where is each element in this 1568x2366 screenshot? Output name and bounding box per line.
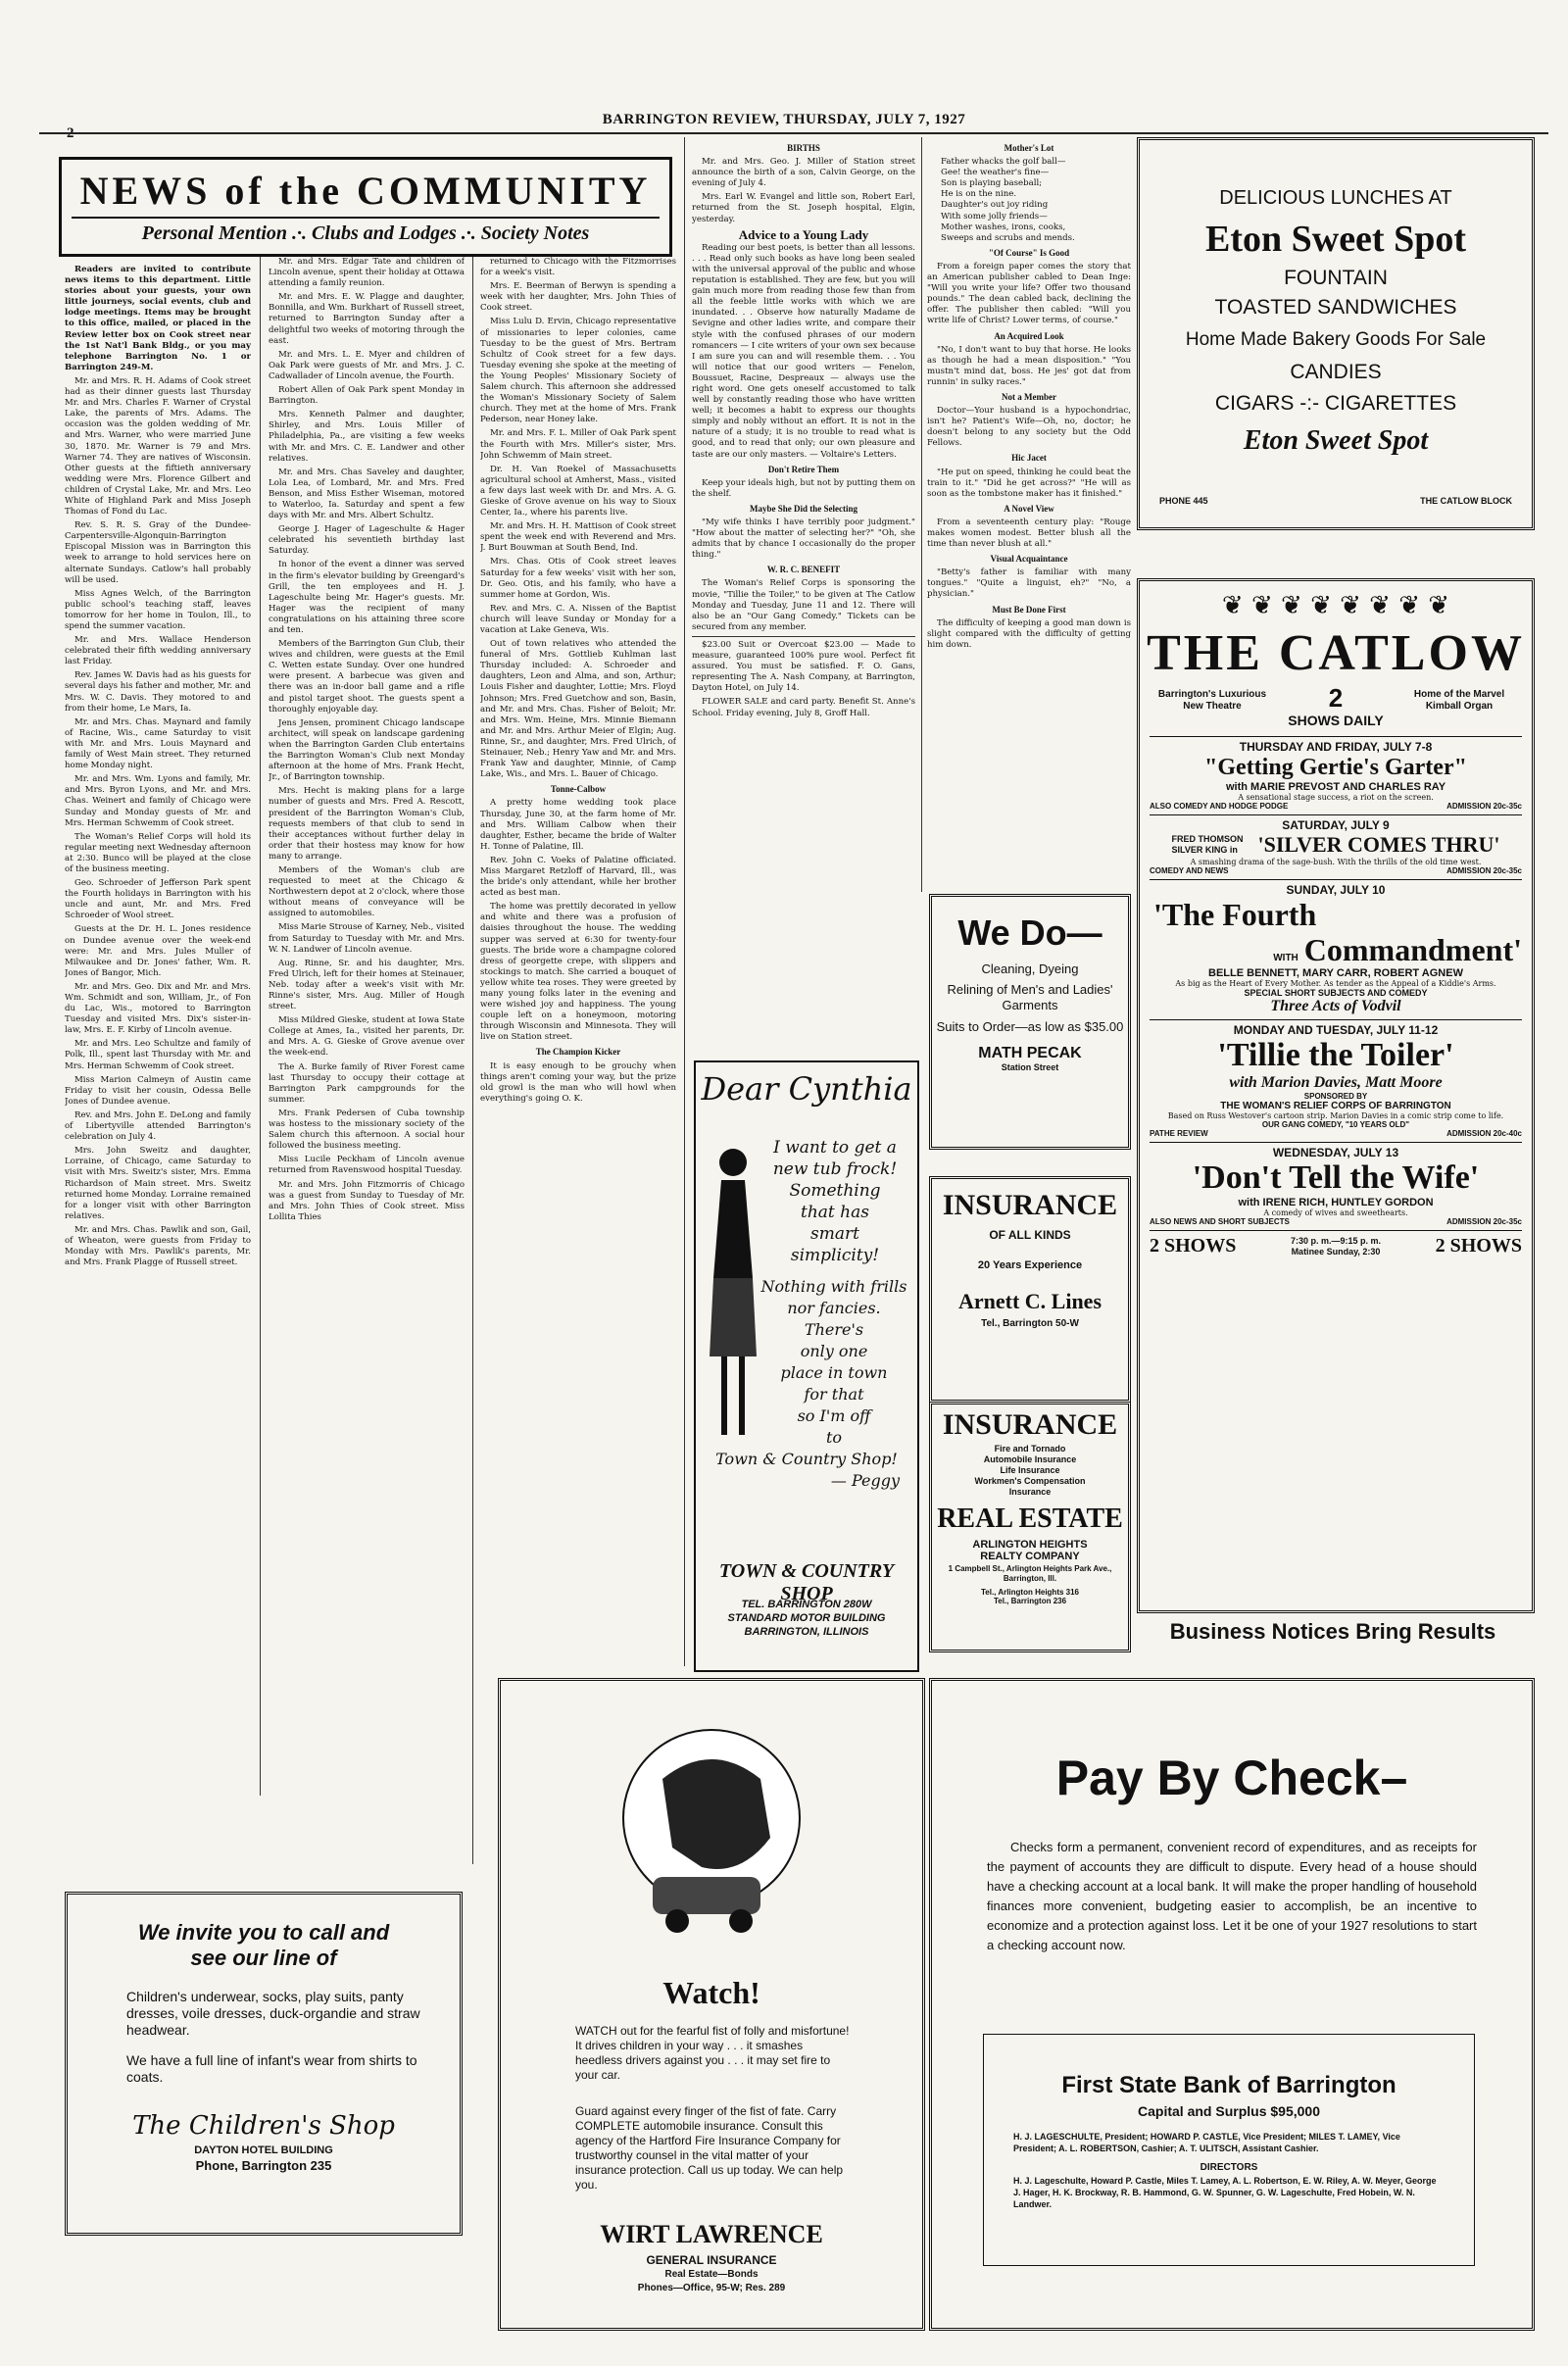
news-item: Miss Marie Strouse of Karney, Neb., visited from Saturday to Tuesday with Mr. and Mrs. W. N. Landwer of Lincoln avenue. — [269, 922, 465, 955]
wedo-ad — [929, 894, 1131, 1150]
show-title: 'The Fourth — [1153, 897, 1317, 932]
retire-heading: Don't Retire Them — [767, 464, 840, 474]
suit-ad: $23.00 Suit or Overcoat $23.00 — Made to measure, guaranteed 100% pure wool. Perfect fit assured. You must be satisfied. F. O. Gans, representing The A. Nash Company, at Barrington, Dayton Hotel, on July 14. — [692, 636, 915, 694]
insurance-title: INSURANCE — [942, 1408, 1118, 1441]
realty-name: ARLINGTON HEIGHTS — [972, 1539, 1088, 1551]
novel-heading: A Novel View — [1004, 503, 1054, 514]
insurance-ad-lines — [929, 1176, 1131, 1403]
show-extra: COMEDY AND NEWS — [1150, 866, 1229, 875]
shop-building: STANDARD MOTOR BUILDING — [727, 1612, 886, 1624]
insurance-sub: OF ALL KINDS — [989, 1228, 1071, 1242]
watch-body: WATCH out for the fearful fist of folly and misfortune! It drives children in your way . . . it smashes heedless drivers against you . . . it may set fire to your car. — [575, 2024, 850, 2082]
column-rule — [260, 257, 261, 1796]
wrc-item: The Woman's Relief Corps is sponsoring the movie, "Tillie the Toiler," to be given at The Catlow Monday and Tuesday, June 11 and 12. There will also be an "Our Gang Comedy." Tickets can be secured from any member. — [692, 578, 915, 632]
show-title: 'Tillie the Toiler' — [1217, 1037, 1454, 1073]
news-item: Mr. and Mrs. Edgar Tate and children of Lincoln avenue, spent their holiday at Ottawa attending a family reunion. — [269, 257, 465, 289]
page-header: BARRINGTON REVIEW, THURSDAY, JULY 7, 1927 — [602, 112, 966, 127]
shop-city: BARRINGTON, ILLINOIS — [744, 1626, 869, 1638]
community-banner — [59, 157, 672, 257]
show-cast: with MARIE PREVOST AND CHARLES RAY — [1225, 781, 1446, 793]
news-item: Mrs. E. Beerman of Berwyn is spending a week with her daughter, Mrs. John Thies of Cook street. — [480, 281, 676, 314]
bank-ad — [929, 1678, 1535, 2331]
header-rule — [39, 132, 1548, 134]
news-item: Guests at the Dr. H. L. Jones residence on Dundee avenue over the week-end were: Mr. and Mrs. Jules Muller of Milwaukee and Dr. Jones' father, Wm. R. Jones of Bangor, Mich. — [65, 924, 251, 978]
realty-phone: Tel., Barrington 236 — [993, 1597, 1067, 1605]
insurance-line: Workmen's Compensation — [974, 1476, 1086, 1486]
eton-line: Home Made Bakery Goods For Sale — [1185, 329, 1487, 350]
cynthia-line: nor fancies. There's — [787, 1299, 881, 1339]
cynthia-line: Town & Country Shop! — [715, 1450, 898, 1468]
insurance-ad-realty — [929, 1402, 1131, 1652]
first-item: The difficulty of keeping a good man down is slight compared with the difficulty of getting him down. — [927, 617, 1131, 650]
news-item: Mrs. Frank Pedersen of Cuba township was hostess to the missionary society of the Salem church this afternoon. A social hour followed the business meeting. — [269, 1108, 465, 1152]
news-column-5 — [927, 139, 1131, 884]
show-blurb: A smashing drama of the sage-bush. With the thrills of the old time west. — [1190, 858, 1482, 866]
two-shows: 2 SHOWS — [1150, 1235, 1237, 1257]
news-column-3 — [480, 257, 676, 1668]
realty-name: REALTY COMPANY — [980, 1551, 1080, 1562]
news-item: The A. Burke family of River Forest came last Thursday to occupy their cottage at Barrington Park campgrounds for the summer. — [269, 1061, 465, 1105]
poem-line: He is on the nine. — [941, 189, 1017, 200]
cynthia-line: to — [825, 1428, 843, 1447]
news-item: Robert Allen of Oak Park spent Monday in Barrington. — [269, 385, 465, 407]
news-item: Mr. and Mrs. Chas. Maynard and family of Racine, Wis., came Saturday to visit with Mr. and Mrs. Louis Maynard and family of West Main street. They returned home Monday night. — [65, 716, 251, 771]
show-extras — [1150, 1129, 1522, 1138]
wedo-name: MATH PECAK — [978, 1045, 1082, 1061]
insurance-years: 20 Years Experience — [977, 1259, 1083, 1271]
news-item: Miss Mildred Gieske, student at Iowa State College at Ames, Ia., visited her parents, Dr. and Mrs. A. G. Gieske of Grove avenue over the week-end. — [269, 1015, 465, 1059]
cynthia-line: I want to get a — [773, 1138, 897, 1158]
news-item: Jens Jensen, prominent Chicago landscape architect, will speak on landscape gardening when the Barrington Garden Club entertains the Barrington Woman's Club next Monday afternoon at the home of Mrs. Frank Hecht, Jr., of Barrington township. — [269, 717, 465, 783]
bank-title: Pay By Check– — [1055, 1750, 1408, 1805]
show-sponsor: THE WOMAN'S RELIEF CORPS OF BARRINGTON — [1220, 1101, 1451, 1111]
show-title: 'Don't Tell the Wife' — [1192, 1159, 1480, 1196]
news-item: Mr. and Mrs. R. H. Adams of Cook street had as their dinner guests last Thursday Mr. and Mrs. Charles F. Warner of Crystal Lake, the parents of Mrs. Adams. The occasion was the golden wedding of Mr. and Mrs. Warner, who were married June 30, 1870. Mr. Warner is 79 and Mrs. Warner 74. They are natives of Wisconsin. Other guests at the fiftieth anniversary wedding were Mrs. Florence Gilbert and children of Crystal Lake, Mr. and Mrs. Leo White of Highland Park and Miss Joseph Thomas of Fond du Lac. — [65, 375, 251, 518]
visual-heading: Visual Acquaintance — [990, 554, 1068, 565]
catlow-ad — [1137, 578, 1535, 1613]
insurance-phone: Tel., Barrington 50-W — [981, 1318, 1079, 1329]
eton-ad — [1137, 137, 1535, 530]
showtimes: 7:30 p. m.—9:15 p. m. Matinee Sunday, 2:30 — [1290, 1235, 1382, 1257]
bank-directors-heading: DIRECTORS — [1200, 2162, 1258, 2173]
show-blurb: Based on Russ Westover's cartoon strip. Marion Davies in a comic strip come to life. — [1167, 1111, 1504, 1120]
show-title-row — [1150, 932, 1522, 967]
show-cast: with Marion Davies, Matt Moore — [1229, 1074, 1443, 1091]
insurance-agent: Arnett C. Lines — [957, 1289, 1102, 1313]
column-rule — [684, 137, 685, 1666]
news-item: Aug. Rinne, Sr. and his daughter, Mrs. Fred Ulrich, left for their homes at Steinauer, Neb. today after a week's visit with Mr. Rinne's sister, Mrs. Aug. Miller of Hough street. — [269, 958, 465, 1012]
news-item: Geo. Schroeder of Jefferson Park spent the Fourth holidays in Barrington with his uncle and aunt, Mr. and Mrs. Fred Schroeder of Wool street. — [65, 878, 251, 921]
poem-line: Daughter's out joy riding — [941, 200, 1049, 211]
news-item: Mr. and Mrs. Chas Saveley and daughter, Lola Lea, of Lombard, Mr. and Mrs. Fred Benson, and Miss Esther Wiseman, motored to Waterloo, Ia. Saturday and spent a few days with Mr. and Mrs. Albert Schultz. — [269, 467, 465, 521]
show-extra: Three Acts of Vodvil — [1270, 998, 1401, 1014]
catlow-tag-right: Home of the Marvel Kimball Organ — [1413, 689, 1505, 712]
show-date: SUNDAY, JULY 10 — [1150, 879, 1522, 897]
news-item: Miss Lulu D. Ervin, Chicago representative of missionaries to leper colonies, came Tuesday to be the guest of Mrs. Bertram Schultz of Cook street for a few days. Tuesday evening she spoke at the meeting of the Young Peoples' Missionary Society of Salem church. This afternoon she addressed the Woman's Missionary Society of Salem church. They met at the home of Mrs. Frank Pederson, near Honey lake. — [480, 317, 676, 425]
show-extras — [1150, 1217, 1522, 1226]
show-with: WITH — [1273, 953, 1298, 963]
news-column-2 — [269, 257, 465, 1864]
news-item: Rev. S. R. S. Gray of the Dundee-Carpentersville-Algonquin-Barrington Episcopal Mission was in Barrington this week to arrange to hold services here on alternate Sundays. Catlow's hall probably will be used. — [65, 520, 251, 585]
show-date: THURSDAY AND FRIDAY, JULY 7-8 — [1150, 736, 1522, 754]
catlow-tag-left: Barrington's Luxurious New Theatre — [1157, 689, 1267, 712]
wedo-line: Cleaning, Dyeing — [981, 961, 1079, 976]
childrens-heading: see our line of — [190, 1946, 337, 1970]
news-item: Mr. and Mrs. H. H. Mattison of Cook street spent the week end with Reverend and Mrs. J. Burt Bouwman at South Bend, Ind. — [480, 521, 676, 554]
news-item: Dr. H. Van Roekel of Massachusetts agricultural school at Amherst, Mass., visited a few days last week with Dr. and Mrs. A. G. Gieske of Grove avenue on his way to Sioux Center, Ia., where his parents live. — [480, 464, 676, 518]
bank-capital: Capital and Surplus $95,000 — [1138, 2103, 1320, 2119]
cynthia-ad — [694, 1060, 919, 1672]
news-item: The Woman's Relief Corps will hold its regular meeting next Wednesday afternoon at 2:30. Bunco will be played at the close of the business meeting. — [65, 831, 251, 874]
realestate-title: REAL ESTATE — [937, 1503, 1123, 1534]
news-column-1 — [65, 265, 251, 1794]
wedding-heading: Tonne-Calbow — [550, 784, 607, 795]
catlow-shows: SHOWS DAILY — [1288, 713, 1384, 728]
show-extra: OUR GANG COMEDY, "10 YEARS OLD" — [1261, 1120, 1410, 1129]
births-item: Mr. and Mrs. Geo. J. Miller of Station street announce the birth of a son, Calvin George, on the evening of July 4. — [692, 157, 915, 189]
cynthia-line: Something — [789, 1181, 881, 1201]
eton-phone: PHONE 445 — [1159, 496, 1208, 506]
showtimes-row — [1150, 1230, 1522, 1257]
news-item: Mr. and Mrs. John Fitzmorris of Chicago was a guest from Sunday to Tuesday of Mr. and Mrs. John Thies of Cook street. Miss Lollita Thies — [269, 1179, 465, 1222]
lot-heading: Mother's Lot — [1004, 143, 1054, 153]
cynthia-line: Nothing with frills — [760, 1277, 907, 1296]
wedding-item: The home was prettily decorated in yellow and white and there was a profusion of daisies throughout the house. The wedding supper was served at 6:30 for twenty-four guests. The bride wore a champagne colored dress of georgette crepe, with slippers and stockings to match. She carried a bouquet of yellow white tea roses. They were greeted by many young folks later in the evening and were wished joy and happiness. The young couple left on a honeymoon, motoring through Wisconsin and Minnesota. They will live on Station street. — [480, 902, 676, 1043]
cynthia-line: smart — [810, 1224, 859, 1244]
news-item: Mr. and Mrs. Wm. Lyons and family, Mr. and Mrs. Byron Lyons, and Mr. and Mrs. Chas. Weinert and family of Chicago were Sunday and Monday guests of Mr. and Mrs. Herman Schwemm of Cook street. — [65, 774, 251, 828]
news-item: Mr. and Mrs. Wallace Henderson celebrated their fifth wedding anniversary last Friday. — [65, 635, 251, 667]
news-item: Mr. and Mrs. Chas. Pawlik and son, Gail, of Wheaton, were guests from Friday to Monday with Mrs. Pawlik's parents, Mr. and Mrs. Frank Plagge of Russell street. — [65, 1224, 251, 1268]
news-item: Rev. James W. Davis had as his guests for several days his father and mother, Mr. and Mrs. W. C. Davis. They motored to and from their home, Le Mars, Ia. — [65, 670, 251, 714]
catlow-title: THE CATLOW — [1147, 625, 1525, 681]
news-item: returned to Chicago with the Fitzmorrises for a week's visit. — [480, 257, 676, 278]
advice-heading: Advice to a Young Lady — [738, 226, 869, 242]
cynthia-line: that has — [801, 1203, 869, 1222]
news-item: Miss Agnes Welch, of the Barrington public school's teaching staff, leaves tomorrow for her home in Toulon, Ill., to spend the summer vacation. — [65, 588, 251, 631]
news-item: Mrs. John Sweitz and daughter, Lorraine, of Chicago, came Saturday to visit with Mrs. Sweitz's sister, Mrs. Emma Richardson of Main street. Mrs. Sweitz returned home Monday. Lorraine remained for a longer visit with other Barrington relatives. — [65, 1146, 251, 1221]
realty-phone: Tel., Arlington Heights 316 — [980, 1588, 1079, 1597]
eton-line: DELICIOUS LUNCHES AT — [1219, 187, 1452, 209]
show-extras — [1150, 866, 1522, 875]
eton-address: THE CATLOW BLOCK — [1420, 496, 1512, 506]
poem — [927, 157, 1131, 244]
bank-name: First State Bank of Barrington — [1061, 2072, 1396, 2098]
bank-directors: H. J. Lageschulte, Howard P. Castle, Miles T. Lamey, A. L. Robertson, E. W. Riley, A. W. Meyer, George J. Hager, H. K. Brockway, R. B. Hammond, G. W. Spunner, G. W. Lageschulte, Fred Hobein, W. N. Landwer. — [1013, 2176, 1437, 2209]
insurance-line: Automobile Insurance — [983, 1454, 1077, 1464]
insurance-line: Life Insurance — [1000, 1465, 1060, 1475]
insurance-line: Fire and Tornado — [994, 1444, 1066, 1454]
show-extra: SPECIAL SHORT SUBJECTS AND COMEDY — [1244, 988, 1428, 998]
jacet-heading: Hic Jacet — [1011, 453, 1047, 464]
member-heading: Not a Member — [1002, 391, 1056, 402]
wrc-heading: W. R. C. BENEFIT — [766, 565, 841, 575]
show-cast: with IRENE RICH, HUNTLEY GORDON — [1238, 1197, 1434, 1208]
show-admission: ADMISSION 20c-35c — [1446, 1217, 1522, 1226]
kicker-item: It is easy enough to be grouchy when things aren't coming your way, but the prize old growl is the man who will howl when everything's going O. K. — [480, 1060, 676, 1104]
news-column-4 — [692, 139, 915, 864]
column-rule — [472, 257, 473, 1864]
poem-line: Son is playing baseball; — [941, 178, 1043, 189]
watch-agent: WIRT LAWRENCE — [600, 2220, 823, 2248]
show-title-row — [1150, 832, 1522, 858]
watch-title: Watch! — [662, 1975, 760, 2010]
show-blurb: A sensational stage success, a riot on the screen. — [1238, 793, 1434, 802]
eton-name: Eton Sweet Spot — [1204, 219, 1467, 260]
show-extra: PATHE REVIEW — [1150, 1129, 1208, 1138]
news-item: Rev. and Mrs. John E. DeLong and family of Libertyville attended Barrington's celebration on July 4. — [65, 1109, 251, 1143]
watch-ad — [498, 1678, 925, 2331]
wedo-line: Suits to Order—as low as $35.00 — [936, 1019, 1124, 1034]
watch-sub: GENERAL INSURANCE — [646, 2253, 777, 2267]
news-item: Miss Marion Calmeyn of Austin came Friday to visit her cousin, Odessa Belle Jones of Dundee avenue. — [65, 1074, 251, 1107]
banner-rule — [72, 217, 660, 219]
fist-illustration-icon — [594, 1720, 829, 1955]
cynthia-line: new tub frock! — [772, 1159, 898, 1179]
eton-name-footer: Eton Sweet Spot — [1243, 425, 1429, 456]
bank-body: Checks form a permanent, convenient record of expenditures, and as receipts for the payment of accounts they are difficult to dispute. Every head of a house should have a checking account at a local bank. It will make the proper handling of household finances more convenient, budgeting easier to accomplish, be an incentive to economize and a protection against loss. Let it be one of your 1927 resolutions to start a checking account now. — [987, 1840, 1477, 1952]
show-extra: ALSO COMEDY AND HODGE PODGE — [1150, 802, 1289, 811]
cynthia-line: simplicity! — [790, 1246, 880, 1265]
show-extra: ALSO NEWS AND SHORT SUBJECTS — [1150, 1217, 1290, 1226]
news-item: Members of the Barrington Gun Club, their wives and children, were guests at the Emil C. Wetten estate Sunday. Over one hundred were present. A barbecue was given and there was an in-door ball game and a rifle and pistol target shoot. The guests spent a thoroughly enjoyable day. — [269, 639, 465, 715]
course-item: From a foreign paper comes the story that an American publisher cabled to Dean Inge: "Will you write your life? Offer two thousand pounds." The dean cabled back, declining the offer. The publisher then cabled: "Will you write life of Christ? Lower terms, of course." — [927, 261, 1131, 326]
show-blurb: As big as the Heart of Every Mother. As tender as the Appeal of a Kiddie's Arms. — [1175, 979, 1496, 988]
member-item: Doctor—Your husband is a hypochondriac, isn't he? Patient's Wife—Oh, no, doctor; he doesn't belong to any society but the Odd Fellows. — [927, 406, 1131, 449]
retire-item: Keep your ideals high, but not by putting them on the shelf. — [692, 477, 915, 499]
news-item: Miss Lucile Peckham of Lincoln avenue returned from Ravenswood hospital Tuesday. — [269, 1155, 465, 1176]
news-item: Mr. and Mrs. L. E. Myer and children of Oak Park were guests of Mr. and Mrs. J. C. Cadwallader of Lincoln avenue, the Fourth. — [269, 349, 465, 381]
show-title: 'SILVER COMES THRU' — [1257, 832, 1500, 857]
show-blurb: A comedy of wives and sweethearts. — [1263, 1208, 1408, 1217]
watch-phone: Phones—Office, 95-W; Res. 289 — [637, 2283, 786, 2293]
community-subtitle: Personal Mention .·. Clubs and Lodges .·. Society Notes — [141, 222, 590, 244]
bank-details-box — [983, 2034, 1475, 2266]
jacet-item: "He put on speed, thinking he could beat the train to it." "Did he get across?" "He will as soon as the tombstone maker has it finished." — [927, 467, 1131, 499]
poem-line: Father whacks the golf ball— — [941, 157, 1066, 168]
childrens-heading: We invite you to call and — [137, 1920, 390, 1945]
show-cast: FRED THOMSON SILVER KING in — [1171, 834, 1244, 855]
show-title: Commandment' — [1303, 932, 1522, 967]
insurance-title: INSURANCE — [942, 1189, 1118, 1221]
show-cast: BELLE BENNETT, MARY CARR, ROBERT AGNEW — [1208, 967, 1463, 979]
acquired-item: "No, I don't want to buy that horse. He looks as though he had a mean disposition." "You mustn't mind dat, boss. He jes' got dat from runnin' in sulky races." — [927, 344, 1131, 387]
poem-line: Mother washes, irons, cooks, — [941, 222, 1066, 232]
poem-line: Gee! the weather's fine— — [941, 168, 1050, 178]
cynthia-line: place in town — [780, 1363, 888, 1382]
poem-line: With some jolly friends— — [941, 211, 1048, 222]
watch-sub2: Real Estate—Bonds — [664, 2269, 759, 2280]
show-date: MONDAY AND TUESDAY, JULY 11-12 — [1150, 1019, 1522, 1037]
show-title: "Getting Gertie's Garter" — [1204, 755, 1467, 780]
two-shows: 2 SHOWS — [1435, 1235, 1522, 1257]
news-item: George J. Hager of Lageschulte & Hager celebrated his seventieth birthday last Saturday. — [269, 524, 465, 557]
news-item: Mr. and Mrs. F. L. Miller of Oak Park spent the Fourth with Mrs. Miller's sister, Mrs. John Schwemm of Main street. — [480, 428, 676, 461]
childrens-body: Children's underwear, socks, play suits, panty dresses, voile dresses, duck-organdie and straw headwear. — [126, 1989, 420, 2038]
community-title: NEWS of the COMMUNITY — [79, 169, 652, 213]
childrens-building: DAYTON HOTEL BUILDING — [194, 2144, 333, 2156]
show-sponsor-label: SPONSORED BY — [1303, 1092, 1368, 1101]
readers-notice: Readers are invited to contribute news items to this department. Little stories about your guests, your own little journeys, social events, club and lodge meetings. Items may be brought to this office, mailed, or placed in the Review letter box on Cook street near the 1st Nat'l Bank Bldg., or you may telephone Barrington No. 1 or Barrington 249-M. — [65, 265, 251, 372]
childrens-shop-ad — [65, 1892, 463, 2236]
wedding-item: Rev. John C. Voeks of Palatine officiated. Miss Margaret Retzloff of Harvard, Ill., was the bride's only attendant, while her brother acted as best man. — [480, 855, 676, 899]
news-item: Mr. and Mrs. Leo Schultze and family of Polk, Ill., spent last Thursday with Mr. and Mrs. Herman Schwemm of Cook street. — [65, 1039, 251, 1071]
eton-line: TOASTED SANDWICHES — [1214, 296, 1457, 319]
acquired-heading: An Acquired Look — [994, 330, 1064, 341]
cynthia-line: only one — [800, 1342, 868, 1360]
show-admission: ADMISSION 20c-35c — [1446, 866, 1522, 875]
news-item: Rev. and Mrs. C. A. Nissen of the Baptist church will leave Sunday or Monday for a vacation at Lake Geneva, Wis. — [480, 603, 676, 635]
news-item: Mr. and Mrs. Geo. Dix and Mr. and Mrs. Wm. Schmidt and son, William, Jr., of Fon du Lac, Wis., motored to Barrington Tuesday and visited Mrs. Dix's sister-in-law, Mrs. E. F. Kirby of Lincoln avenue. — [65, 981, 251, 1036]
eton-line: CANDIES — [1290, 361, 1382, 383]
novel-item: From a seventeenth century play: "Rouge makes women modest. Better blush all the time than never blush at all." — [927, 517, 1131, 550]
catlow-program — [1150, 736, 1522, 1257]
column-rule — [921, 137, 922, 892]
first-heading: Must Be Done First — [992, 604, 1066, 615]
poem-line: Sweeps and scrubs and mends. — [941, 232, 1075, 243]
realty-address: 1 Campbell St., Arlington Heights Park Ave., Barrington, Ill. — [948, 1564, 1112, 1583]
childrens-body: We have a full line of infant's wear from shirts to coats. — [126, 2052, 417, 2085]
shop-name: TOWN & COUNTRY SHOP — [718, 1560, 895, 1604]
shop-details — [696, 1598, 917, 1639]
news-item: Mrs. Chas. Otis of Cook street leaves Saturday for a few weeks' visit with her son, Dr. Geo. Otis, and his family, who have a summer home at Gordon, Wis. — [480, 557, 676, 600]
show-date: WEDNESDAY, JULY 13 — [1150, 1142, 1522, 1159]
shop-phone: TEL. BARRINGTON 280W — [741, 1599, 872, 1610]
cynthia-line: for that — [804, 1385, 864, 1404]
cynthia-line: — Peggy — [830, 1471, 900, 1490]
ornament-icon: ❦ ❦ ❦ ❦ ❦ ❦ ❦ ❦ — [1221, 591, 1450, 620]
insurance-lines — [932, 1444, 1128, 1498]
news-item: Members of the Woman's club are requested to meet at the Chicago & Northwestern depot at 2 o'clock, where those without means of conveyance will be assigned to automobiles. — [269, 864, 465, 919]
selecting-heading: Maybe She Did the Selecting — [750, 503, 858, 514]
wedding-item: A pretty home wedding took place Thursday, June 30, at the farm home of Mr. and Mrs. William Calbow when their daughter, Esther, became the bride of Walter H. Tonne of Palatine, Ill. — [480, 798, 676, 852]
catlow-tag-mid: 2 — [1328, 683, 1344, 713]
news-item: Mr. and Mrs. E. W. Plagge and daughter, Bonnilla, and Wm. Burkhart of Russell street, returned to Barrington Sunday after a delightful two weeks of motoring through the east. — [269, 292, 465, 346]
wedo-address: Station Street — [1001, 1062, 1059, 1072]
show-extras — [1150, 802, 1522, 811]
eton-line: FOUNTAIN — [1284, 267, 1388, 289]
advice-item: Reading our best poets, is better than all lessons. . . . Read only such books as have long been sealed with the universal approval of the public and whose reputation is established. They are few, but you will gain much more from reading those few than from all the feeble little works with which we are inundated. . . Observe how naturally Madame de Sevigne and other ladies write, and compare their style with the confused phrases of our modern romancers — I cite writers of your own sex because I am sure you can and will resemble them. . . You will notice that our good writers — Fenelon, Boussuet, Racine, Despreaux — always use the right word. One gets oneself accustomed to talk well by constantly reading those who have written well; it becomes a habit to express our thoughts simply and nobly without an effort. It is not in the nature of a study; it is no trouble to read what is good, and to read that only; our own pleasure and taste are our only masters. — Voltaire's Letters. — [692, 242, 915, 460]
kicker-heading: The Champion Kicker — [535, 1047, 621, 1058]
show-admission: ADMISSION 20c-35c — [1446, 802, 1522, 811]
bank-officers: H. J. LAGESCHULTE, President; HOWARD P. CASTLE, Vice President; MILES T. LAMEY, Vice President; A. L. ROBERTSON, Cashier; A. T. ULITSCH, Assistant Cashier. — [1013, 2132, 1400, 2153]
cynthia-line: so I'm off — [797, 1406, 871, 1425]
births-heading: BIRTHS — [787, 143, 820, 153]
news-item: Mrs. Hecht is making plans for a large number of guests and Mrs. Fred A. Rescott, president of the Barrington Woman's Club, requests members of that club to send in their acceptances without further delay in order that their hostess may know for how many to arrange. — [269, 786, 465, 862]
childrens-phone: Phone, Barrington 235 — [195, 2158, 332, 2173]
news-item: Out of town relatives who attended the funeral of Mrs. Gottlieb Kuhlman last Thursday included: A. Schroeder and daughters, Leon and Alma, and son, Arthur; Louis Fisher and daughter, Lottie; Mrs. Floyd Johnson; Mrs. Fred Guetchow and son, Basin, and Mr. and Mrs. Chas. Fisher of Beloit; Mr. and Mrs. Wm. Heine, Mrs. Minnie Biemann and Mr. and Mrs. Arthur Meier of Elgin; Aug. Rinne, Sr., and daughter, Mrs. Fred Ulrich, of Steinauer, Neb.; Henry Yaw and Mr. and Mrs. Frank Yaw and daughter, Minnie, of Camp Lake, Wis., and Mrs. L. Bauer of Chicago. — [480, 639, 676, 780]
childrens-shop-name: The Children's Shop — [132, 2111, 395, 2141]
eton-line: CIGARS -:- CIGARETTES — [1214, 392, 1457, 415]
cynthia-message-lower — [702, 1276, 911, 1492]
show-admission: ADMISSION 20c-40c — [1446, 1129, 1522, 1138]
cynthia-title: Dear Cynthia — [701, 1070, 912, 1108]
wedo-title: We Do— — [957, 912, 1102, 953]
visual-item: "Betty's father is familiar with many tongues." "Quite a linguist, eh?" "No, a physician." — [927, 567, 1131, 600]
births-item: Mrs. Earl W. Evangel and little son, Robert Earl, returned from the St. Joseph hospital, Elgin, yesterday. — [692, 192, 915, 224]
insurance-line: Insurance — [1008, 1487, 1052, 1497]
flower-sale: FLOWER SALE and card party. Benefit St. Anne's School. Friday evening, July 8, Groff Hall. — [692, 697, 915, 718]
show-date: SATURDAY, JULY 9 — [1150, 814, 1522, 832]
selecting-item: "My wife thinks I have terribly poor judgment." "How about the matter of selecting her?" "Oh, she admits that by chance I occasionally do the proper thing." — [692, 518, 915, 561]
wedo-line: Relining of Men's and Ladies' Garments — [947, 982, 1113, 1012]
business-notices: Business Notices Bring Results — [1169, 1619, 1496, 1644]
course-heading: "Of Course" Is Good — [988, 247, 1070, 258]
cynthia-message — [757, 1137, 913, 1266]
watch-body: Guard against every finger of the fist of fate. Carry COMPLETE automobile insurance. Consult this agency of the Hartford Fire Insurance Company for trustworthy counsel in the vital matter of your insurance protection. Call us up today. We can help you. — [575, 2104, 844, 2192]
news-item: In honor of the event a dinner was served in the firm's elevator building by Greengard's Grill, the ten employees and H. J. Lageschulte being Mr. Hager's guests. Mr. Hager was the recipient of many congratulations on his attaining three score and ten. — [269, 560, 465, 635]
news-item: Mrs. Kenneth Palmer and daughter, Shirley, and Mrs. Louis Miller of Philadelphia, Pa., are visiting a few weeks with Mr. and Mrs. C. E. Landwer and other relatives. — [269, 410, 465, 464]
